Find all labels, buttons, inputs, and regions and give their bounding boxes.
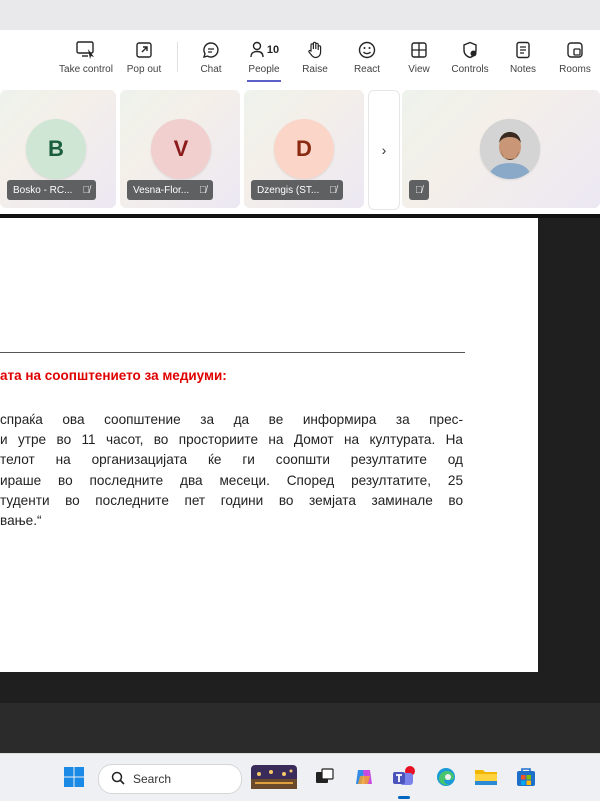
copilot-icon bbox=[353, 766, 375, 788]
edge-button[interactable] bbox=[432, 763, 460, 791]
start-icon bbox=[63, 766, 85, 788]
view-button[interactable]: View bbox=[404, 30, 434, 84]
file-explorer-button[interactable] bbox=[472, 763, 500, 791]
people-icon bbox=[249, 41, 265, 59]
avatar: D bbox=[274, 119, 334, 179]
participant-nametag bbox=[251, 180, 343, 200]
avatar: V bbox=[151, 119, 211, 179]
edge-icon bbox=[435, 766, 457, 788]
people-button[interactable]: 10 People bbox=[246, 30, 282, 84]
meeting-bottom-area bbox=[0, 703, 600, 753]
slide-text-line: ираше во последните два месеци. Според резултатите, 25 bbox=[0, 472, 463, 488]
rooms-button[interactable]: Rooms bbox=[558, 30, 592, 84]
mic-muted-icon: 🎙̸ bbox=[329, 184, 337, 196]
copilot-button[interactable] bbox=[350, 763, 378, 791]
store-button[interactable] bbox=[512, 763, 540, 791]
participant-name: Dzengis (ST... bbox=[257, 184, 320, 196]
participant-name: Vesna-Flor... bbox=[133, 184, 190, 196]
react-icon bbox=[357, 39, 377, 61]
teams-icon bbox=[391, 764, 417, 790]
widgets-icon bbox=[251, 765, 297, 789]
search-icon bbox=[111, 771, 125, 788]
pop-out-button[interactable]: Pop out bbox=[124, 30, 164, 84]
avatar: B bbox=[26, 119, 86, 179]
participant-name: Bosko - RC... bbox=[13, 184, 73, 196]
view-icon bbox=[409, 39, 429, 61]
people-active-indicator bbox=[247, 80, 281, 82]
raise-hand-icon bbox=[305, 39, 325, 61]
slide-text-line: спраќа ова соопштение за да ве информира за прес- bbox=[0, 412, 463, 427]
avatar-photo bbox=[480, 119, 540, 179]
store-icon bbox=[515, 766, 537, 788]
chat-icon bbox=[201, 39, 221, 61]
more-participants-button[interactable] bbox=[368, 90, 400, 210]
chat-button[interactable]: Chat bbox=[196, 30, 226, 84]
toolbar-divider bbox=[177, 42, 178, 72]
teams-button[interactable] bbox=[390, 763, 418, 791]
slide-heading: ата на соопштението за медиуми: bbox=[0, 368, 227, 383]
windows-taskbar bbox=[0, 753, 600, 801]
file-explorer-icon bbox=[474, 766, 498, 788]
notes-button[interactable]: Notes bbox=[507, 30, 539, 84]
participant-nametag bbox=[409, 180, 429, 200]
teams-active-indicator bbox=[398, 796, 410, 799]
task-view-button[interactable] bbox=[310, 763, 338, 791]
slide-text-line: и утре во 11 часот, во просториите на Домот на културата. На bbox=[0, 432, 463, 448]
slide-text-line: телот на организацијата ќе ги соопшти резултатите од bbox=[0, 452, 463, 468]
start-button[interactable] bbox=[60, 763, 88, 791]
widgets-button[interactable] bbox=[250, 763, 298, 791]
participant-nametag bbox=[127, 180, 213, 200]
take-control-button[interactable]: Take control bbox=[58, 30, 114, 84]
mic-muted-icon: 🎙̸ bbox=[82, 184, 90, 196]
search-label: Search bbox=[133, 772, 172, 786]
slide-text-line: вање.“ bbox=[0, 513, 42, 529]
taskbar-search-box[interactable] bbox=[98, 764, 242, 794]
window-top-strip bbox=[0, 0, 600, 30]
participant-tile[interactable] bbox=[0, 90, 116, 208]
participant-tile-video[interactable] bbox=[402, 90, 600, 208]
people-icon-group bbox=[249, 39, 279, 61]
participant-strip bbox=[0, 84, 600, 214]
raise-hand-button[interactable]: Raise bbox=[300, 30, 330, 84]
pop-out-icon bbox=[134, 39, 154, 61]
participant-count: 10 bbox=[266, 44, 280, 56]
slide-text-line: туденти во последните пет години во земјата заминале во bbox=[0, 492, 463, 508]
react-button[interactable]: React bbox=[352, 30, 382, 84]
horizontal-rule bbox=[0, 352, 465, 353]
notes-icon bbox=[513, 39, 533, 61]
task-view-icon bbox=[313, 766, 335, 788]
shared-document-slide bbox=[0, 218, 538, 672]
participant-nametag bbox=[7, 180, 96, 200]
controls-button[interactable]: Controls bbox=[449, 30, 491, 84]
slide-body bbox=[0, 410, 463, 531]
meeting-toolbar bbox=[0, 30, 600, 84]
participant-tile[interactable] bbox=[120, 90, 240, 208]
mic-muted-icon: 🎙̸ bbox=[199, 184, 207, 196]
controls-icon bbox=[460, 39, 480, 61]
mic-muted-icon: 🎙̸ bbox=[415, 184, 423, 196]
take-control-icon bbox=[75, 39, 97, 61]
participant-tile[interactable] bbox=[244, 90, 364, 208]
rooms-icon bbox=[565, 39, 585, 61]
chevron-right-icon: › bbox=[381, 142, 387, 158]
